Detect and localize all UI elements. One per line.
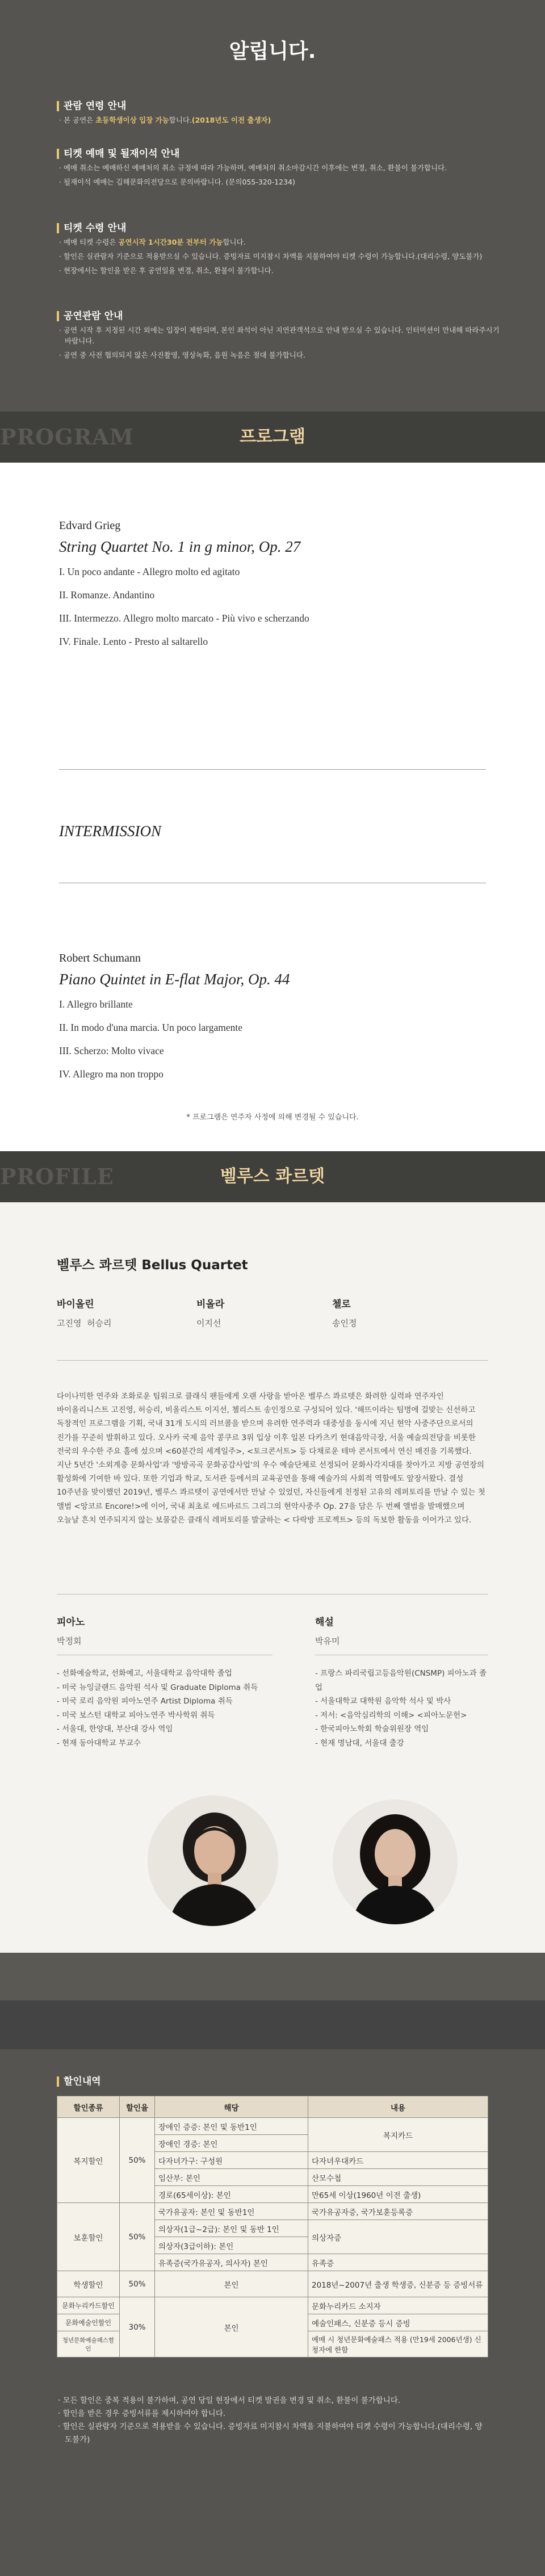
notice-line: · 현장에서는 할인을 받은 후 공연일을 변경, 취소, 환불이 불가합니다. [59, 266, 274, 275]
movement: III. Intermezzo. Allegro molto marcato - Più vivo e scherzando [59, 612, 309, 624]
artist-career-list [57, 1667, 272, 1750]
discount-rate: 50% [120, 2203, 155, 2271]
divider [59, 769, 486, 770]
career-item: - 현재 동아대학교 부교수 [57, 1738, 141, 1748]
member-viola [196, 1296, 224, 1329]
discount-note: · 모든 할인은 중복 적용이 불가하며, 공연 당일 현장에서 티켓 발권을 변경 및 취소, 환불이 불가합니다. [58, 2396, 401, 2405]
discount-proof: 복지카드 [308, 2118, 488, 2152]
discount-type: 문화누리카드할인 [57, 2297, 120, 2314]
discount-proof: 국가유공자증, 국가보훈등록증 [308, 2203, 488, 2220]
artist-role: 해설 [315, 1617, 334, 1628]
narrator-photo [333, 1799, 458, 1924]
profile-band [0, 1151, 545, 1202]
profile-band-word: PROFILE [0, 1164, 114, 1189]
career-item: - 현재 명남대, 서울대 출강 [315, 1738, 404, 1748]
discount-target: 장애인 증증: 본인 및 동반1인 [155, 2118, 308, 2135]
discount-target: 의상자(3급이하): 본인 [155, 2237, 308, 2254]
member-role: 첼로 [332, 1299, 351, 1310]
pianist-photo [148, 1795, 278, 1926]
notice-line: · 공연 중 사전 협의되지 않은 사진촬영, 영상녹화, 음원 녹음은 절대 불가합니다. [59, 351, 305, 359]
discount-proof: 예매 시 청년문화예술패스 적용 (만19세 2006년생) 신청자에 한함 [308, 2331, 488, 2357]
discount-target: 임산부: 본인 [155, 2169, 308, 2186]
career-item: - 저서: <음악심리학의 이해> <피아노문헌> [315, 1710, 467, 1720]
movement: I. Un poco andante - Allegro molto ed agitato [59, 566, 240, 577]
program-band [0, 412, 545, 463]
discount-target: 본인 [155, 2271, 308, 2297]
program-section [0, 463, 545, 1151]
table-row [57, 2203, 488, 2220]
notice-heading: 관람 연령 안내 [57, 101, 500, 111]
table-row [57, 2118, 488, 2135]
program-band-title: 프로그램 [240, 427, 305, 447]
discount-proof: 만65세 이상(1960년 이전 출생) [308, 2186, 488, 2203]
notice-block-viewing [57, 311, 500, 360]
divider [57, 1594, 488, 1595]
divider [57, 1360, 488, 1361]
career-item: - 서울대, 한양대, 부산대 강사 역임 [57, 1725, 173, 1734]
col-header: 할인율 [120, 2096, 155, 2118]
artist-pianist [57, 1614, 272, 1750]
discount-proof: 2018년~2007년 출생 학생증, 신분증 등 증빙서류 [308, 2271, 488, 2297]
notice-line: · 예매 티켓 수령은 공연시작 1시간30분 전부터 가능합니다. [59, 238, 246, 246]
discount-target: 국가유공자: 본인 및 동반1인 [155, 2203, 308, 2220]
discount-target: 다자녀가구: 구성원 [155, 2152, 308, 2169]
discount-note: · 할인을 받은 경우 증빙서류를 제시하여야 합니다. [58, 2409, 226, 2418]
movement: IV. Finale. Lento - Presto al saltarello [59, 636, 208, 647]
program-work [59, 519, 309, 659]
composer: Robert Schumann [59, 952, 141, 964]
discount-proof: 예술인패스, 신분증 등시 증빙 [308, 2314, 488, 2331]
discount-table [57, 2096, 488, 2357]
discount-proof: 산모수첩 [308, 2169, 488, 2186]
discount-proof: 유족증 [308, 2254, 488, 2271]
discount-target: 경로(65세이상): 본인 [155, 2186, 308, 2203]
col-header: 해당 [155, 2096, 308, 2118]
member-violin [57, 1296, 111, 1329]
notice-line: · 예매 취소는 예매하신 예매처의 취소 규정에 따라 가능하며, 예매처의 취소마감시간 이후에는 변경, 취소, 환불이 불가합니다. [59, 163, 447, 172]
quartet-name: 벨루스 콰르텟 Bellus Quartet [57, 1258, 248, 1273]
work-title: String Quartet No. 1 in g minor, Op. 27 [59, 538, 301, 555]
discount-target: 의상자(1급~2급): 본인 및 동반 1인 [155, 2220, 308, 2237]
career-item: - 한국피아노학회 학술위원장 역임 [315, 1725, 429, 1734]
artist-narrator [315, 1614, 488, 1750]
career-item: - 프랑스 파리국립고등음악원(CNSMP) 피아노과 졸업 [315, 1669, 487, 1692]
notice-block-age [57, 101, 500, 125]
notice-block-ticket [57, 149, 500, 187]
member-role: 비올라 [196, 1299, 225, 1310]
profile-band-title: 벨루스 콰르텟 [220, 1167, 325, 1186]
notice-title: 알립니다. [229, 40, 316, 63]
movement: III. Scherzo: Molto vivace [59, 1045, 164, 1056]
discount-target: 본인 [155, 2297, 308, 2357]
movement-list [59, 566, 309, 648]
intermission: INTERMISSION [59, 823, 161, 840]
discount-type: 학생할인 [57, 2271, 120, 2297]
discount-proof: 문화누리카드 소지자 [308, 2297, 488, 2314]
notice-line: · 할인은 실관람자 기준으로 적용받으실 수 있습니다. 증빙자료 미지참시 차액을 지불하여야 티켓 수령이 가능합니다.(대리수령, 양도불가) [59, 252, 483, 261]
notice-line: · 본 공연은 초등학생이상 입장 가능합니다.(2018년도 이전 출생자) [59, 116, 271, 124]
movement: II. In modo d'una marcia. Un poco largamente [59, 1022, 243, 1033]
movement: I. Allegro brillante [59, 998, 133, 1010]
discount-target: 유족증(국가유공자, 의사자) 본인 [155, 2254, 308, 2271]
discount-notes [57, 2394, 488, 2447]
discount-rate: 30% [120, 2297, 155, 2357]
movement: IV. Allegro ma non troppo [59, 1068, 164, 1080]
program-band-word: PROGRAM [0, 424, 134, 450]
notice-block-pickup [57, 223, 500, 276]
member-names: 고진영 허승리 [57, 1318, 112, 1328]
discount-type: 복지할인 [57, 2118, 120, 2203]
discount-type: 보훈할인 [57, 2203, 120, 2271]
career-item: - 선화예술학교, 선화예고, 서울대학교 음악대학 졸업 [57, 1669, 232, 1678]
discount-type: 문화예술인할인 [57, 2314, 120, 2331]
discount-target: 장애인 경증: 본인 [155, 2135, 308, 2152]
work-title: Piano Quintet in E-flat Major, Op. 44 [59, 971, 290, 988]
artist-career-list [315, 1667, 488, 1750]
career-item: - 미국 로리 음악원 피아노연주 Artist Diploma 취득 [57, 1697, 233, 1706]
col-header: 할인종류 [57, 2096, 120, 2118]
discount-proof: 의상자증 [308, 2220, 488, 2254]
discount-heading: 할인내역 [57, 2076, 101, 2087]
member-role: 바이올린 [57, 1299, 94, 1310]
career-item: - 미국 보스턴 대학교 피아노연주 박사학위 취득 [57, 1710, 215, 1720]
discount-note: · 할인은 실관람자 기준으로 적용받을 수 있습니다. 증빙자료 미지참시 차액을 지불하여야 티켓 수령이 가능합니다.(대리수령, 양도불가) [58, 2422, 483, 2444]
movement: II. Romanze. Andantino [59, 589, 155, 601]
career-item: - 서울대학교 대학원 음악학 석사 및 박사 [315, 1697, 451, 1706]
notice-section [0, 0, 545, 412]
profile-section [0, 1202, 545, 2000]
notice-line: · 될재이석 예매는 김해문화의전당으로 문의바랍니다. (문의055-320-1234) [59, 178, 295, 186]
discount-proof: 다자녀우대카드 [308, 2152, 488, 2169]
table-row [57, 2271, 488, 2297]
member-names: 이지선 [196, 1318, 221, 1328]
notice-heading: 티켓 수령 안내 [57, 223, 500, 233]
notice-heading: 티켓 예매 및 될재이석 안내 [57, 149, 500, 159]
artist-role: 피아노 [57, 1617, 85, 1628]
movement-list [59, 998, 290, 1080]
table-header-row [57, 2096, 488, 2118]
member-names: 송인정 [332, 1318, 357, 1328]
discount-rate: 50% [120, 2118, 155, 2203]
artist-name: 박정회 [57, 1635, 272, 1655]
career-item: - 미국 뉴잉글랜드 음악원 석사 및 Graduate Diploma 취득 [57, 1683, 258, 1692]
member-cello [332, 1296, 357, 1329]
artist-name: 박유미 [315, 1635, 488, 1655]
table-row [57, 2297, 488, 2314]
notice-heading: 공연관람 안내 [57, 311, 500, 321]
discount-rate: 50% [120, 2271, 155, 2297]
notice-line: · 공연 시작 후 지정된 시간 외에는 입장이 제한되며, 본인 좌석이 아닌 지연관객석으로 안내 받으실 수 있습니다. 인터미션이 만내해 따라주시기 바랍니다. [59, 326, 500, 345]
program-work [59, 952, 290, 1092]
discount-section [0, 2049, 545, 2576]
col-header: 내용 [308, 2096, 488, 2118]
program-note: * 프로그램은 연주자 사정에 의해 변경될 수 있습니다. [186, 1113, 359, 1122]
composer: Edvard Grieg [59, 519, 121, 532]
discount-type: 청년문화예술패스할인 [57, 2331, 120, 2357]
profile-bottom-strip [0, 1953, 545, 2000]
quartet-bio: 다이나믹한 연주와 조화로운 팀워크로 클래식 팬들에게 오랜 사랑을 받아온 벨루스 콰르텟은 화려한 실력파 연주자인 바이올리니스트 고진영, 허승리, 비올리스트 이지선, 첼리스트 송인정으로 구성되어 있다. '해뜨이라는 팀명에 걸맞는 신선하고 독창적인 프로그램을 기획, 국내 31개 도시의 러브콜을 받으며 유려한 연주력과 대중성을 동시에 지닌 현악 사중주단으로서의 진가를 꾸준히 발휘하고 있다. 오사카 국제 음악 콩쿠르 3위 입상 이후 일본 다카츠키 현대음악극장, 서울 예술의전당을 비롯한 전국의 우수한 주요 홀에 섰으며 <60분간의 세계일주>, <토크콘서트> 등 다채로운 테마 콘서트에서 연신 매진을 기록했다. 지난 5년간 '소외계층 문화사업'과 '방방곡곡 문화공감사업'의 우수 예술단체로 선정되어 문화사각지대를 찾아가고 지방 공연장의 활성화에 기여한 바 있다. 또한 기업과 학교, 도서관 등에서의 교육공연을 통해 예술가의 사회적 역할에도 앞장서왔다. 결성 10주년을 맞이했던 2019년, 벨루스 콰르텟이 공연에서만 만날 수 있었던, 자신들에게 친정된 고유의 레퍼토리를 만날 수 있는 첫 앨범 <앙코르 Encore!>에 이어, 국내 최초로 에드바르드 그리그의 현악사중주 Op. 27을 담은 두 번째 앨범을 발매했으며 오늘날 흔치 연주되지지 않는 보물같은 클래식 레퍼토리를 발굴하는 < 다락방 프로젝트> 등의 독보한 활동을 이어가고 있다. [57, 1392, 485, 1525]
